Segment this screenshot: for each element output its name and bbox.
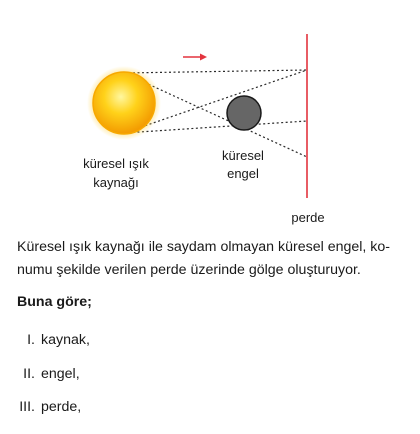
option-number: III. [19, 399, 35, 415]
option-text: perde, [41, 399, 82, 415]
source-label-line2: kaynağı [93, 175, 139, 190]
obstacle-label-line1: küresel [222, 148, 264, 163]
option-text: engel, [41, 366, 80, 382]
paragraph-line-1: Küresel ışık kaynağı ile saydam olmayan küresel engel, ko- [17, 239, 390, 255]
option-number: I. [27, 332, 35, 348]
obstacle-label-line2: engel [227, 166, 259, 181]
option-item [0, 332, 90, 348]
source-label-line1: küresel ışık [83, 156, 149, 171]
option-item [0, 399, 81, 415]
option-number: II. [23, 366, 35, 382]
question-prompt: Buna göre; [17, 294, 92, 310]
option-item [0, 366, 80, 382]
obstacle-sphere [227, 96, 261, 130]
light-source-sun-icon [87, 66, 161, 140]
option-text: kaynak, [41, 332, 90, 348]
screen-label: perde [291, 210, 325, 225]
problem-paragraph [17, 236, 412, 282]
ray-1 [124, 70, 307, 73]
motion-arrow-icon [183, 54, 207, 61]
paragraph-line-2: numu şekilde verilen perde üzerinde gölge oluşturuyor. [17, 262, 361, 278]
